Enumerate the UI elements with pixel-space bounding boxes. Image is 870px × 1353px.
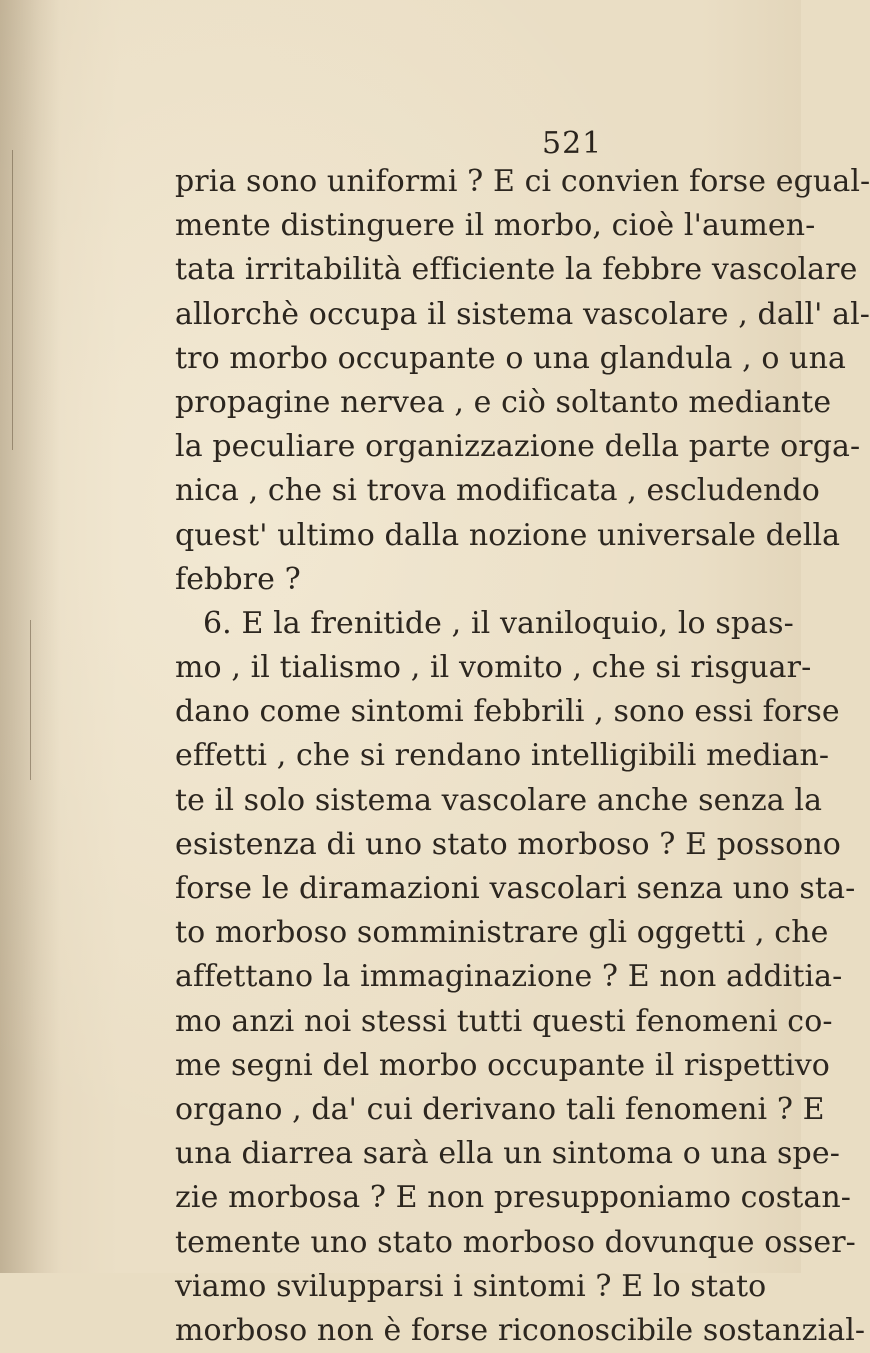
text-line: dano come sintomi febbrili , sono essi forse xyxy=(175,694,840,730)
text-line: mo , il tialismo , il vomito , che si risguar- xyxy=(175,650,812,686)
edge-line xyxy=(12,150,13,450)
body-text xyxy=(175,160,870,1353)
text-line: una diarrea sarà ella un sintoma o una spe- xyxy=(175,1136,840,1172)
text-line: organo , da' cui derivano tali fenomeni ? E xyxy=(175,1091,825,1127)
text-line: viamo svilupparsi i sintomi ? E lo stato xyxy=(175,1268,767,1304)
text-line: forse le diramazioni vascolari senza uno sta- xyxy=(175,871,856,906)
edge-line xyxy=(30,620,31,780)
text-line: la peculiare organizzazione della parte orga- xyxy=(175,429,861,465)
text-line: temente uno stato morboso dovunque osser- xyxy=(175,1224,856,1260)
text-line: allorchè occupa il sistema vascolare , dall' al- xyxy=(175,296,870,332)
text-line: tata irritabilità efficiente la febbre vascolare xyxy=(175,252,858,288)
text-line: affettano la immaginazione ? E non additia- xyxy=(175,959,843,995)
paragraph-start-line: 6. E la frenitide , il vaniloquio, lo spas- xyxy=(203,605,794,641)
text-line: me segni del morbo occupante il rispettivo xyxy=(175,1047,830,1083)
text-line: tro morbo occupante o una glandula , o una xyxy=(175,340,846,376)
text-line: quest' ultimo dalla nozione universale della xyxy=(175,517,841,553)
text-line: te il solo sistema vascolare anche senza la xyxy=(175,782,823,818)
page-number: 521 xyxy=(542,126,603,161)
text-line: zie morbosa ? E non presupponiamo costan- xyxy=(175,1180,852,1216)
text-line: effetti , che si rendano intelligibili median- xyxy=(175,738,830,774)
text-line: esistenza di uno stato morboso ? E possono xyxy=(175,826,841,862)
text-line: mo anzi noi stessi tutti questi fenomeni co- xyxy=(175,1003,833,1039)
text-line: pria sono uniformi ? E ci convien forse egual- xyxy=(175,164,870,199)
text-line: morboso non è forse riconoscibile sostanzial- xyxy=(175,1312,866,1348)
text-line: propagine nervea , e ciò soltanto mediante xyxy=(175,384,832,420)
text-line: to morboso somministrare gli oggetti , che xyxy=(175,915,829,951)
text-line: febbre ? xyxy=(175,561,301,597)
text-line: nica , che si trova modificata , escludendo xyxy=(175,473,820,509)
text-line: mente distinguere il morbo, cioè l'aumen- xyxy=(175,208,816,244)
